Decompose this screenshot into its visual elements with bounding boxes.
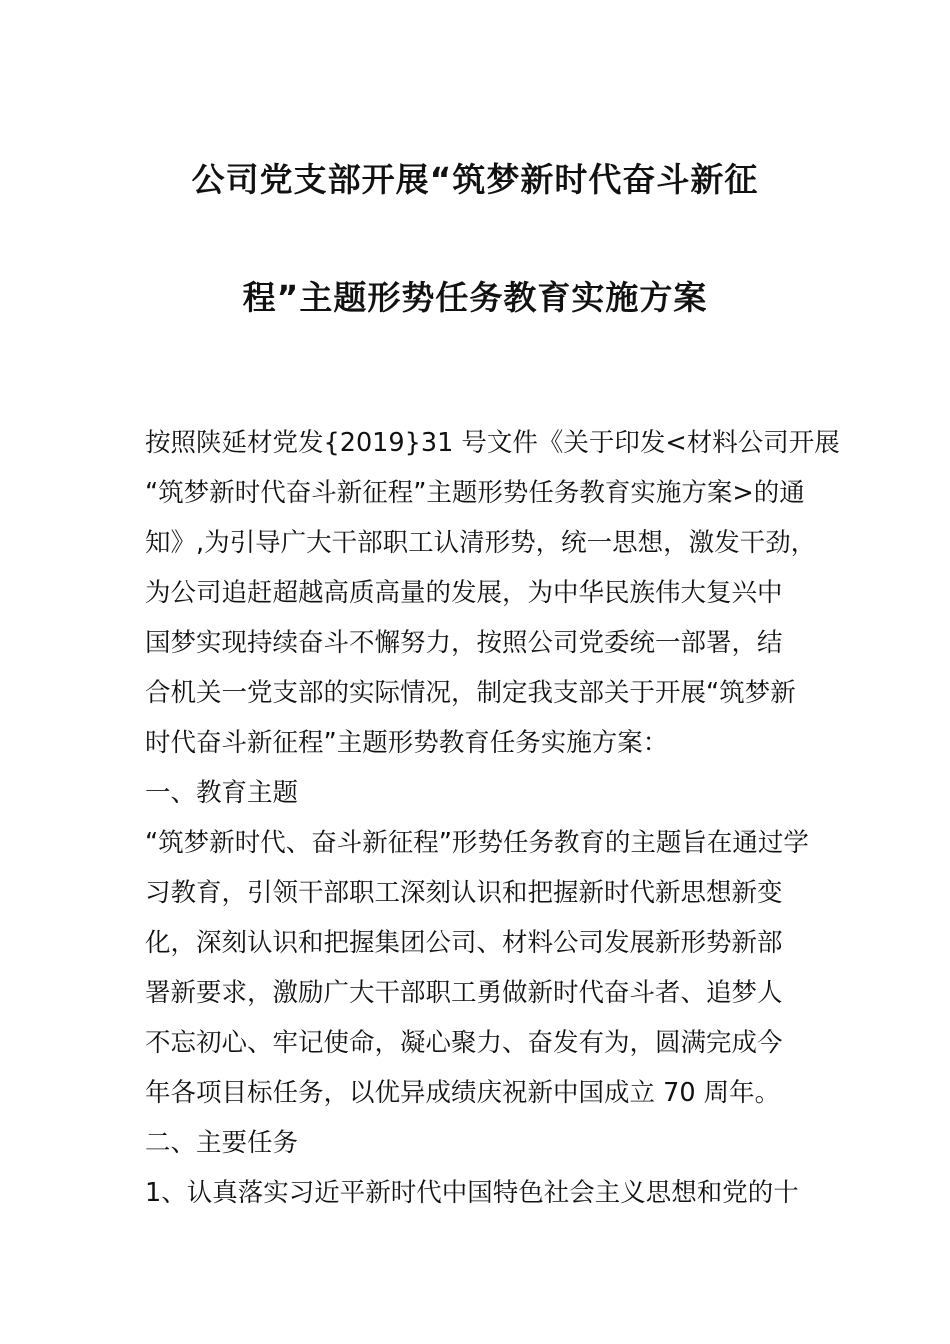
body-line: 署新要求，激励广大干部职工勇做新时代奋斗者、追梦人 (145, 978, 783, 1008)
document-body (145, 418, 845, 1218)
body-line: 为公司追赶超越高质高量的发展，为中华民族伟大复兴中 (145, 578, 783, 608)
document-title-line-2: 程”主题形势任务教育实施方案 (242, 278, 708, 317)
body-line: “筑梦新时代、奋斗新征程”形势任务教育的主题旨在通过学 (145, 828, 809, 858)
body-line: 时代奋斗新征程”主题形势教育任务实施方案： (145, 728, 669, 758)
body-line: 1、认真落实习近平新时代中国特色社会主义思想和党的十 (145, 1178, 799, 1208)
body-line: 习教育，引领干部职工深刻认识和把握新时代新思想新变 (145, 878, 783, 908)
body-line: 按照陕延材党发{2019}31 号文件《关于印发<材料公司开展 (145, 428, 840, 458)
section-heading: 二、主要任务 (145, 1128, 299, 1158)
body-line: 不忘初心、牢记使命，凝心聚力、奋发有为，圆满完成今 (145, 1028, 783, 1058)
document-title-line-1: 公司党支部开展“筑梦新时代奋斗新征 (191, 160, 759, 199)
body-line: 年各项目标任务，以优异成绩庆祝新中国成立 70 周年。 (145, 1078, 781, 1108)
section-heading: 一、教育主题 (145, 778, 299, 808)
body-line: “筑梦新时代奋斗新征程”主题形势任务教育实施方案>的通 (145, 478, 805, 508)
body-line: 合机关一党支部的实际情况，制定我支部关于开展“筑梦新 (145, 678, 796, 708)
body-line: 国梦实现持续奋斗不懈努力，按照公司党委统一部署，结 (145, 628, 783, 658)
body-line: 知》,为引导广大干部职工认清形势，统一思想，激发干劲， (145, 528, 817, 558)
body-line: 化，深刻认识和把握集团公司、材料公司发展新形势新部 (145, 928, 783, 958)
